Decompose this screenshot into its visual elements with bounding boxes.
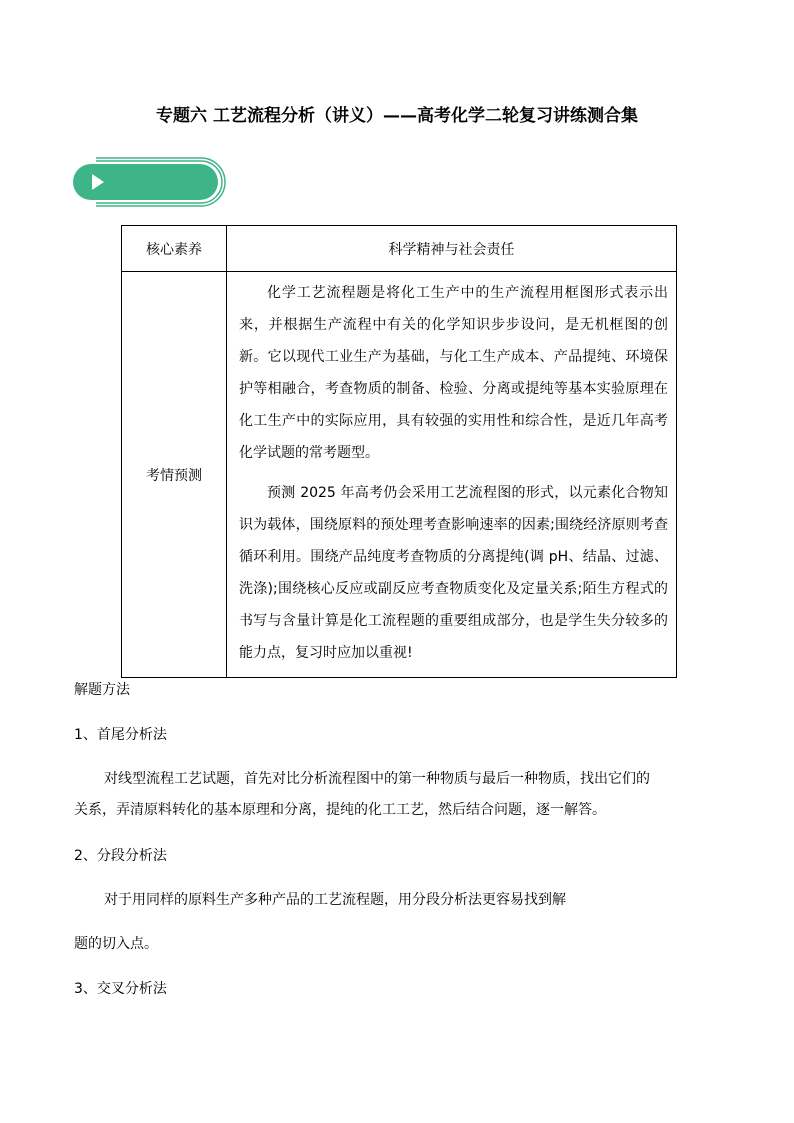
section-banner — [70, 156, 230, 208]
methods-heading: 解题方法 — [74, 682, 130, 698]
banner-graphic — [70, 156, 230, 208]
forecast-paragraph-2: 预测 2025 年高考仍会采用工艺流程图的形式，以元素化合物知识为载体，围绕原料的预处理考查影响速率的因素;围绕经济原则考查循环利用。围绕产品纯度考查物质的分离提纯(调 pH、结晶、过滤、洗涤);围绕核心反应或副反应考查物质变化及定量关系;陌生方程式的书写与含量计算是化工流程题的重要组成部分，也是学生失分较多的能力点，复习时应加以重视! — [239, 485, 668, 661]
table-header-left: 核心素养 — [122, 226, 227, 272]
method-3-heading: 3、交叉分析法 — [74, 981, 167, 997]
document-title: 专题六 工艺流程分析（讲义）——高考化学二轮复习讲练测合集 — [156, 106, 638, 126]
method-1-heading: 1、首尾分析法 — [74, 727, 167, 743]
method-2-heading: 2、分段分析法 — [74, 848, 167, 864]
table-header-row — [122, 226, 677, 272]
table-header-right: 科学精神与社会责任 — [227, 226, 677, 272]
core-literacy-table — [121, 225, 677, 678]
table-row-label: 考情预测 — [122, 272, 227, 678]
table-row-content — [227, 272, 677, 678]
forecast-paragraph-1: 化学工艺流程题是将化工生产中的生产流程用框图形式表示出来，并根据生产流程中有关的化学知识步步设问，是无机框图的创新。它以现代工业生产为基础，与化工生产成本、产品提纯、环境保护等相融合，考查物质的制备、检验、分离或提纯等基本实验原理在化工生产中的实际应用，具有较强的实用性和综合性，是近几年高考化学试题的常考题型。 — [239, 285, 668, 461]
method-1-line-1: 对线型流程工艺试题，首先对比分析流程图中的第一种物质与最后一种物质，找出它们的 — [104, 771, 650, 787]
method-1-line-2: 关系，弄清原料转化的基本原理和分离，提纯的化工工艺，然后结合问题，逐一解答。 — [74, 802, 606, 818]
method-2-line-2: 题的切入点。 — [74, 936, 158, 952]
method-2-line-1: 对于用同样的原料生产多种产品的工艺流程题，用分段分析法更容易找到解 — [104, 892, 566, 908]
table-row — [122, 272, 677, 678]
